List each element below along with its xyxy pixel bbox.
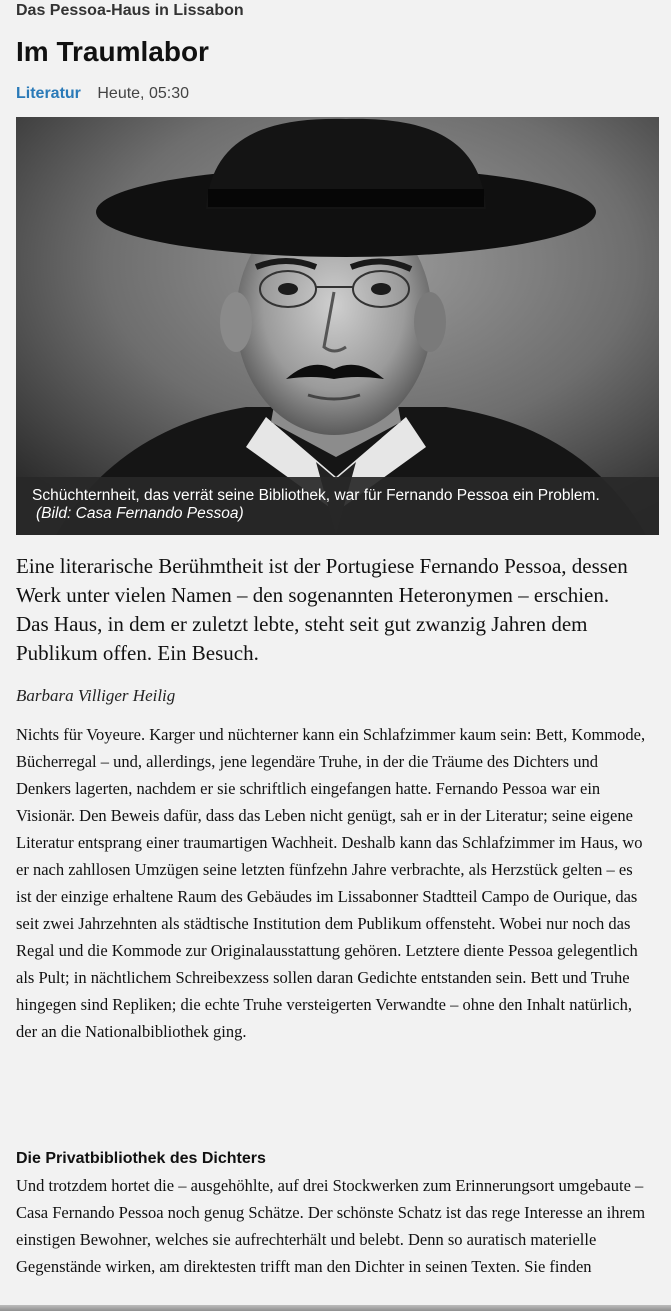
portrait-photo: [16, 117, 659, 535]
bottom-edge-bar: [0, 1305, 671, 1311]
article-paragraph: Nichts für Voyeure. Karger und nüchterner kann ein Schlafzimmer kaum sein: Bett, Kommode, Bücherregal – und, allerdings, jene legendäre Truhe, in der die Träume des Dichters und Denkers lagerten, nachdem er sie schriftlich eingefangen hatte. Fernando Pessoa war ein Visionär. Den Beweis dafür, dass das Leben nicht genügt, sah er in der Literatur; seine eigene Literatur entsprang einer traumartigen Wachheit. Deshalb kann das Schlafzimmer im Haus, wo er nach zahllosen Umzügen seine letzten fünfzehn Jahre verbrachte, als Herzstück gelten – es ist der einzige erhaltene Raum des Gebäudes im Lissabonner Stadtteil Campo de Ourique, das seit zwei Jahrzehnten als städtische Institution dem Publikum offensteht. Wobei nur noch das Regal und die Kommode zur Originalausstattung gehören. Letztere diente Pessoa gelegentlich als Pult; in nächtlichem Schreibexzess sollen daran Gedichte entstanden sein. Bett und Truhe hingegen sind Repliken; die echte Truhe versteigerten Verwandte – ohne den Inhalt natürlich, der an die Nationalbibliothek ging.: [16, 725, 646, 1041]
article-photo[interactable]: [16, 117, 659, 535]
article-subheading: Die Privatbibliothek des Dichters: [16, 1150, 266, 1167]
article-author: Barbara Villiger Heilig: [16, 686, 176, 705]
article-title: Im Traumlabor: [16, 36, 209, 67]
article-paragraph: Und trotzdem hortet die – ausgehöhlte, auf drei Stockwerken zum Erinnerungsort umgebaute – Casa Fernando Pessoa noch genug Schätze. Der schönste Schatz ist das rege Interesse an ihrem einstigen Bewohner, welches sie aufrechterhält und belebt. Denn so auratisch materielle Gegenstände wirken, am direktesten trifft man den Dichter in seinen Texten. Sie finden: [16, 1176, 646, 1276]
caption-credit: (Bild: Casa Fernando Pessoa): [36, 505, 244, 522]
article-meta: [16, 84, 659, 104]
article-timestamp: Heute, 05:30: [97, 85, 189, 102]
photo-caption: [16, 477, 659, 535]
article-lead: Eine literarische Berühmtheit ist der Portugiese Fernando Pessoa, dessen Werk unter vielen Namen – den sogenannten Heteronymen – erschien. Das Haus, in dem er zuletzt lebte, steht seit gut zwanzig Jahren dem Publikum offen. Ein Besuch.: [16, 554, 628, 665]
article-kicker: Das Pessoa-Haus in Lissabon: [16, 2, 244, 19]
article: [16, 0, 659, 1276]
caption-text: Schüchternheit, das verrät seine Bibliothek, war für Fernando Pessoa ein Problem.: [32, 487, 600, 504]
category-link[interactable]: Literatur: [16, 85, 81, 102]
